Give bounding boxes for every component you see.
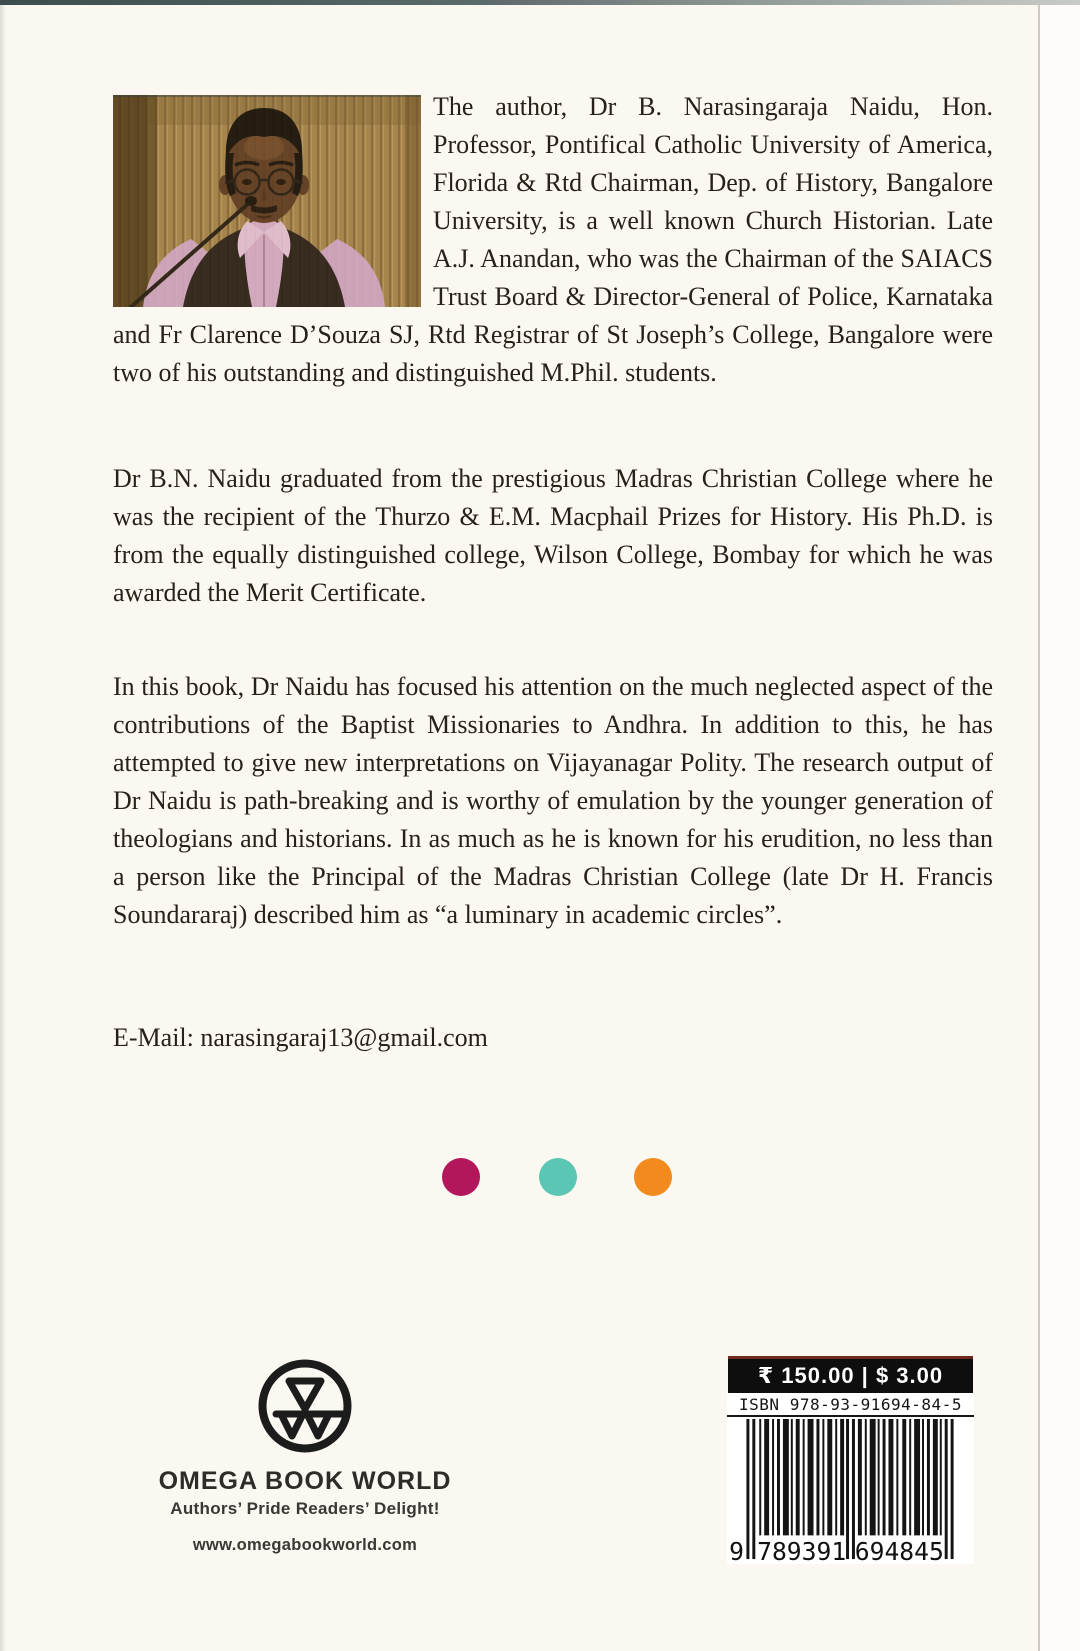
author-email: E-Mail: narasingaraj13@gmail.com — [113, 1023, 488, 1052]
divider-dot-teal — [539, 1158, 577, 1196]
scan-margin-right — [1040, 5, 1080, 1651]
bio-paragraph-text: The author, Dr B. Narasingaraja Naidu, Hon. Professor, Pontifical Catholic University of America, Florida & Rtd Chairman, Dep. of History, Bangalore University, is a well known Church Historian. Late A.J. Anandan, who was the Chairman of the SAIACS Trust Board & Director-General of Police, Karnataka and Fr Clarence D’Souza SJ, Rtd Registrar of St Joseph’s College, Bangalore were two of his outstanding and distinguished M.Phil. students. — [113, 92, 993, 387]
scan-edge-top — [0, 0, 1080, 5]
isbn-number: ISBN 978-93-91694-84-5 — [727, 1393, 974, 1417]
barcode-digits-left-group: 789391 — [757, 1537, 847, 1563]
divider-dot-magenta — [442, 1158, 480, 1196]
education-paragraph — [113, 460, 993, 612]
author-bio-paragraph — [113, 88, 993, 392]
price-band — [728, 1356, 973, 1393]
ean13-barcode — [727, 1417, 974, 1563]
education-paragraph-text: Dr B.N. Naidu graduated from the prestigious Madras Christian College where he was the recipient of the Thurzo & E.M. Macphail Prizes for History. His Ph.D. is from the equally distinguished college, Wilson College, Bombay for which he was awarded the Merit Certificate. — [113, 464, 993, 607]
divider-dot-orange — [634, 1158, 672, 1196]
book-description-text: In this book, Dr Naidu has focused his attention on the much neglected aspect of the contributions of the Baptist Missionaries to Andhra. In addition to this, he has attempted to give new interpretations on Vijayanagar Polity. The research output of Dr Naidu is path-breaking and is worthy of emulation by the younger generation of theologians and historians. In as much as he is known for his erudition, no less than a person like the Principal of the Madras Christian College (late Dr H. Francis Soundararaj) described him as “a luminary in academic circles”. — [113, 672, 993, 929]
price-text: ₹ 150.00 | $ 3.00 — [757, 1363, 944, 1388]
publisher-name: OMEGA BOOK WORLD — [158, 1467, 452, 1495]
scan-edge-right — [1038, 5, 1040, 1651]
barcode-digit-left: 9 — [729, 1537, 744, 1563]
scan-edge-left — [0, 5, 6, 1651]
publisher-tagline: Authors’ Pride Readers’ Delight! — [170, 1499, 440, 1518]
author-photo — [113, 95, 421, 307]
isbn-barcode-block — [727, 1393, 974, 1564]
book-description-paragraph — [113, 668, 993, 934]
publisher-website: www.omegabookworld.com — [192, 1536, 418, 1554]
publisher-logo — [255, 1356, 355, 1456]
author-photo-illustration — [113, 95, 421, 307]
barcode-digits-right-group: 694845 — [854, 1537, 944, 1563]
